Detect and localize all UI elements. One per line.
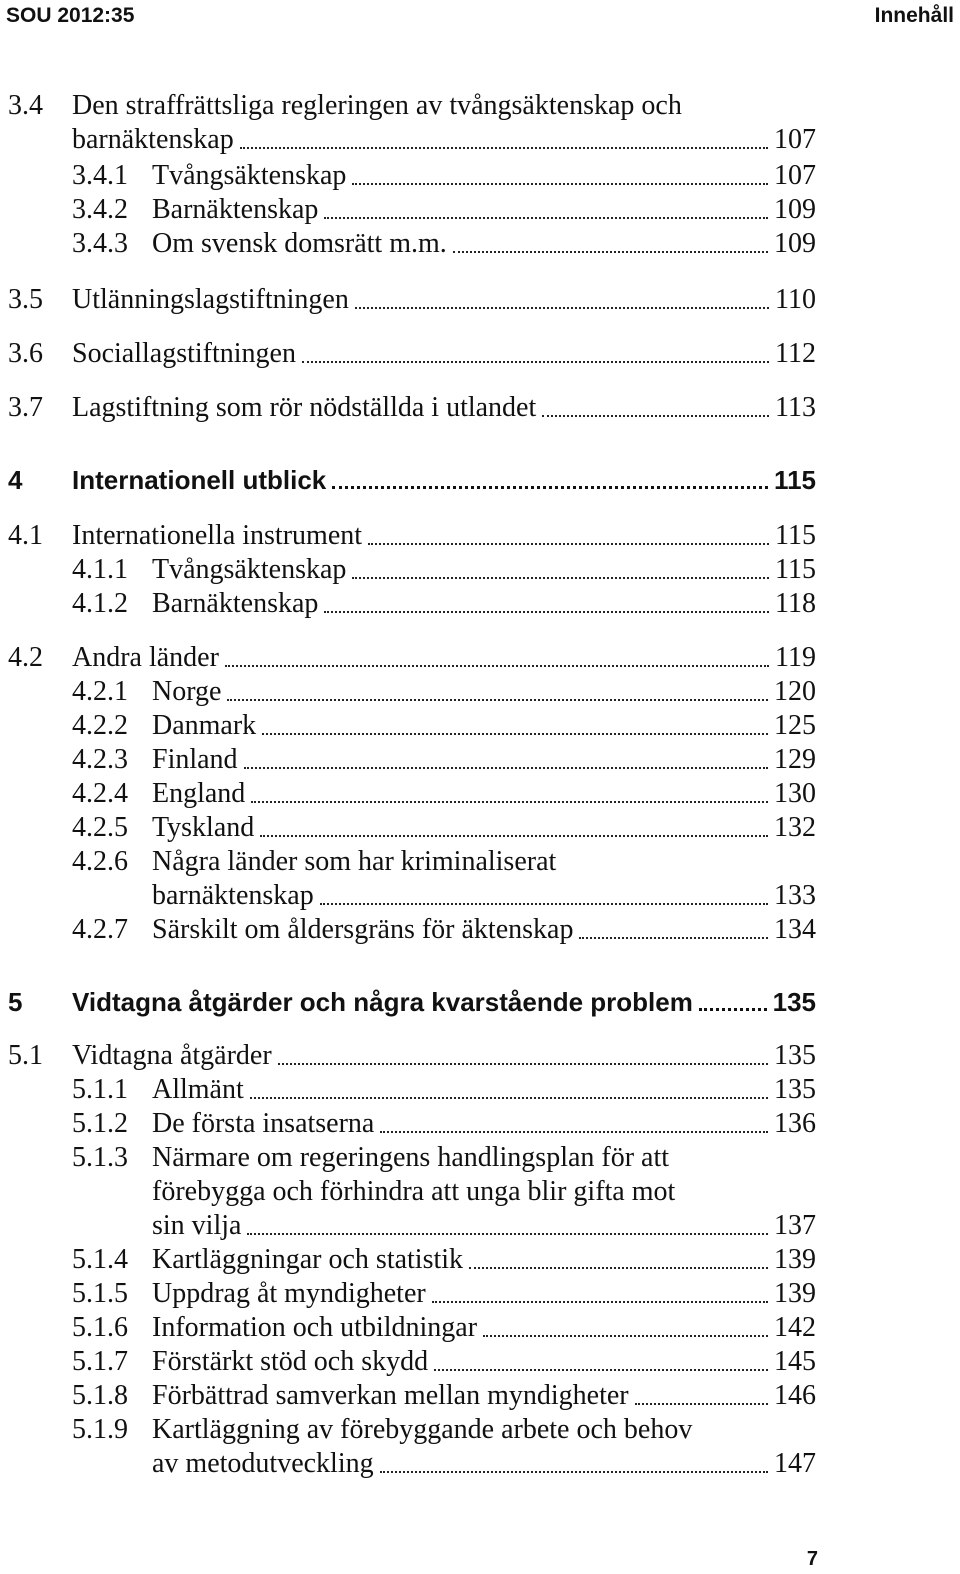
toc-entry-number: 5.1.7	[72, 1346, 128, 1377]
toc-entry[interactable]	[0, 674, 960, 710]
toc-entry-page: 139	[774, 1244, 816, 1275]
toc-entry-page: 137	[774, 1210, 816, 1241]
toc-entry-page: 118	[775, 588, 816, 619]
toc-entry[interactable]	[0, 1276, 960, 1312]
toc-entry-continuation	[0, 1446, 960, 1482]
toc-entry-title: Vidtagna åtgärder och några kvarstående problem	[72, 987, 693, 1017]
toc-leader-dots	[250, 1072, 768, 1108]
toc-entry[interactable]	[0, 336, 960, 372]
toc-entry-title: Förbättrad samverkan mellan myndigheter	[152, 1380, 629, 1411]
toc-leader-dots	[320, 878, 768, 914]
toc-leader-dots	[324, 192, 768, 228]
toc-entry[interactable]	[0, 282, 960, 318]
toc-leader-dots	[434, 1344, 768, 1380]
toc-entry-number: 3.6	[8, 338, 43, 369]
toc-entry-title-continued: barnäktenskap	[72, 124, 234, 155]
toc-entry-continuation	[0, 878, 960, 914]
toc-entry-title: Tyskland	[152, 812, 255, 843]
toc-entry-page: 110	[775, 284, 816, 315]
toc-entry-title: Allmänt	[152, 1074, 244, 1105]
toc-entry-title-continued: barnäktenskap	[152, 880, 314, 911]
running-header-left: SOU 2012:35	[6, 4, 135, 27]
toc-entry-page: 130	[774, 778, 816, 809]
toc-entry[interactable]	[0, 1378, 960, 1414]
toc-entry-page: 107	[774, 160, 816, 191]
toc-leader-dots	[324, 586, 769, 622]
toc-entry-page: 119	[775, 642, 816, 673]
toc-entry-number: 5.1.2	[72, 1108, 128, 1139]
toc-leader-dots	[247, 1208, 768, 1244]
toc-entry-number: 5	[8, 987, 23, 1017]
toc-entry-continuation	[0, 1174, 960, 1210]
toc-entry-page: 133	[774, 880, 816, 911]
toc-entry[interactable]	[0, 518, 960, 554]
toc-entry[interactable]	[0, 742, 960, 778]
toc-entry-title: Förstärkt stöd och skydd	[152, 1346, 429, 1377]
toc-entry-title: Vidtagna åtgärder	[72, 1040, 272, 1071]
toc-entry-title-continued: sin vilja	[152, 1210, 242, 1241]
toc-leader-dots	[244, 742, 768, 778]
toc-leader-dots	[262, 708, 768, 744]
toc-entry-title: England	[152, 778, 246, 809]
toc-entry-number: 5.1	[8, 1040, 43, 1071]
toc-entry[interactable]	[0, 844, 960, 880]
toc-leader-dots	[225, 640, 769, 676]
toc-leader-dots	[352, 552, 769, 588]
toc-entry-title: Internationella instrument	[72, 520, 363, 551]
toc-leader-dots	[453, 226, 768, 262]
running-header-right: Innehåll	[874, 4, 954, 27]
toc-entry[interactable]	[0, 984, 960, 1020]
toc-entry[interactable]	[0, 158, 960, 194]
toc-entry[interactable]	[0, 1412, 960, 1448]
toc-entry[interactable]	[0, 1072, 960, 1108]
toc-entry-page: 129	[774, 744, 816, 775]
toc-leader-dots	[355, 282, 769, 318]
toc-entry-title: Barnäktenskap	[152, 588, 319, 619]
toc-leader-dots	[483, 1310, 768, 1346]
toc-entry-page: 142	[774, 1312, 816, 1343]
toc-entry-title: Några länder som har kriminaliserat	[152, 846, 557, 877]
toc-entry-title: Danmark	[152, 710, 257, 741]
toc-entry-number: 3.4.3	[72, 228, 128, 259]
toc-entry[interactable]	[0, 1242, 960, 1278]
toc-entry-number: 5.1.4	[72, 1244, 128, 1275]
toc-entry-number: 5.1.8	[72, 1380, 128, 1411]
toc-entry-page: 115	[775, 554, 816, 585]
toc-leader-dots	[380, 1446, 768, 1482]
toc-entry-number: 4.1	[8, 520, 43, 551]
toc-entry-continuation	[0, 1208, 960, 1244]
toc-entry-page: 135	[772, 987, 816, 1017]
toc-entry-page: 147	[774, 1448, 816, 1479]
toc-entry[interactable]	[0, 552, 960, 588]
toc-entry-page: 132	[774, 812, 816, 843]
toc-entry-title: Kartläggning av förebyggande arbete och behov	[152, 1414, 693, 1445]
toc-entry[interactable]	[0, 1038, 960, 1074]
toc-entry-number: 3.7	[8, 392, 43, 423]
toc-entry-number: 3.5	[8, 284, 43, 315]
toc-entry-page: 120	[774, 676, 816, 707]
toc-entry-number: 3.4	[8, 90, 43, 121]
toc-entry-title: Kartläggningar och statistik	[152, 1244, 464, 1275]
toc-entry[interactable]	[0, 1344, 960, 1380]
toc-leader-dots	[260, 810, 768, 846]
toc-entry-number: 4.2.1	[72, 676, 128, 707]
toc-entry-page: 109	[774, 194, 816, 225]
toc-entry-number: 5.1.5	[72, 1278, 128, 1309]
toc-entry-title: De första insatserna	[152, 1108, 375, 1139]
toc-entry-number: 3.4.1	[72, 160, 128, 191]
toc-entry[interactable]	[0, 192, 960, 228]
toc-entry-number: 5.1.3	[72, 1142, 128, 1173]
toc-entry-number: 4.2.4	[72, 778, 128, 809]
toc-leader-dots	[368, 518, 769, 554]
toc-entry-number: 3.4.2	[72, 194, 128, 225]
toc-entry-number: 4.2.7	[72, 914, 128, 945]
toc-entry[interactable]	[0, 462, 960, 498]
toc-entry-title: Särskilt om åldersgräns för äktenskap	[152, 914, 574, 945]
toc-entry-title: Finland	[152, 744, 238, 775]
toc-entry-page: 145	[774, 1346, 816, 1377]
toc-entry-title: Närmare om regeringens handlingsplan för att	[152, 1142, 670, 1173]
toc-entry[interactable]	[0, 776, 960, 812]
toc-leader-dots	[469, 1242, 768, 1278]
toc-entry-title: Information och utbildningar	[152, 1312, 478, 1343]
toc-entry-title-continued: förebygga och förhindra att unga blir gifta mot	[152, 1176, 676, 1207]
toc-entry[interactable]	[0, 226, 960, 262]
toc-leader-dots	[227, 674, 768, 710]
toc-entry-title: Tvångsäktenskap	[152, 160, 347, 191]
toc-entry[interactable]	[0, 1106, 960, 1142]
toc-leader-dots	[240, 122, 768, 158]
toc-entry-page: 115	[775, 520, 816, 551]
page-number: 7	[806, 1548, 818, 1570]
toc-entry-title: Utlänningslagstiftningen	[72, 284, 349, 315]
toc-entry[interactable]	[0, 810, 960, 846]
toc-entry-title: Internationell utblick	[72, 465, 327, 495]
toc-entry-number: 4.2.2	[72, 710, 128, 741]
toc-entry-page: 115	[774, 465, 816, 495]
toc-entry-number: 5.1.6	[72, 1312, 128, 1343]
toc-entry-page: 113	[775, 392, 816, 423]
toc-entry-title: Den straffrättsliga regleringen av tvångsäktenskap och	[72, 90, 682, 121]
toc-entry-number: 5.1.9	[72, 1414, 128, 1445]
toc-leader-dots	[251, 776, 768, 812]
toc-entry-number: 4.2	[8, 642, 43, 673]
toc-entry[interactable]	[0, 708, 960, 744]
toc-entry[interactable]	[0, 390, 960, 426]
toc-entry[interactable]	[0, 88, 960, 124]
toc-entry-page: 135	[774, 1040, 816, 1071]
toc-entry[interactable]	[0, 586, 960, 622]
toc-entry-title: Lagstiftning som rör nödställda i utlandet	[72, 392, 537, 423]
toc-entry-number: 5.1.1	[72, 1074, 128, 1105]
toc-entry-page: 109	[774, 228, 816, 259]
toc-entry-title: Sociallagstiftningen	[72, 338, 296, 369]
toc-leader-dots	[352, 158, 768, 194]
toc-entry-page: 112	[775, 338, 816, 369]
toc-entry-number: 4.1.1	[72, 554, 128, 585]
toc-entry-number: 4.1.2	[72, 588, 128, 619]
toc-entry[interactable]	[0, 1310, 960, 1346]
toc-leader-dots	[542, 390, 769, 426]
toc-leader-dots	[699, 984, 767, 1020]
toc-leader-dots	[380, 1106, 768, 1142]
toc-entry-title: Norge	[152, 676, 222, 707]
toc-entry-page: 135	[774, 1074, 816, 1105]
toc-entry-page: 107	[774, 124, 816, 155]
toc-entry-title: Uppdrag åt myndigheter	[152, 1278, 426, 1309]
toc-leader-dots	[278, 1038, 768, 1074]
toc-entry-title: Andra länder	[72, 642, 219, 673]
toc-entry-page: 146	[774, 1380, 816, 1411]
toc-entry-title: Tvångsäktenskap	[152, 554, 347, 585]
toc-entry[interactable]	[0, 912, 960, 948]
toc-leader-dots	[579, 912, 768, 948]
toc-entry-page: 136	[774, 1108, 816, 1139]
toc-entry-number: 4	[8, 465, 23, 495]
toc-entry-title-continued: av metodutveckling	[152, 1448, 374, 1479]
toc-entry[interactable]	[0, 640, 960, 676]
toc-leader-dots	[635, 1378, 768, 1414]
toc-entry-page: 139	[774, 1278, 816, 1309]
toc-entry-continuation	[0, 122, 960, 158]
toc-leader-dots	[332, 462, 768, 498]
toc-entry-title: Om svensk domsrätt m.m.	[152, 228, 447, 259]
toc-entry-number: 4.2.6	[72, 846, 128, 877]
toc-entry-title: Barnäktenskap	[152, 194, 319, 225]
toc-entry-page: 134	[774, 914, 816, 945]
toc-leader-dots	[432, 1276, 768, 1312]
toc-entry-number: 4.2.3	[72, 744, 128, 775]
toc-leader-dots	[302, 336, 769, 372]
toc-entry-page: 125	[774, 710, 816, 741]
toc-entry-number: 4.2.5	[72, 812, 128, 843]
toc-entry[interactable]	[0, 1140, 960, 1176]
